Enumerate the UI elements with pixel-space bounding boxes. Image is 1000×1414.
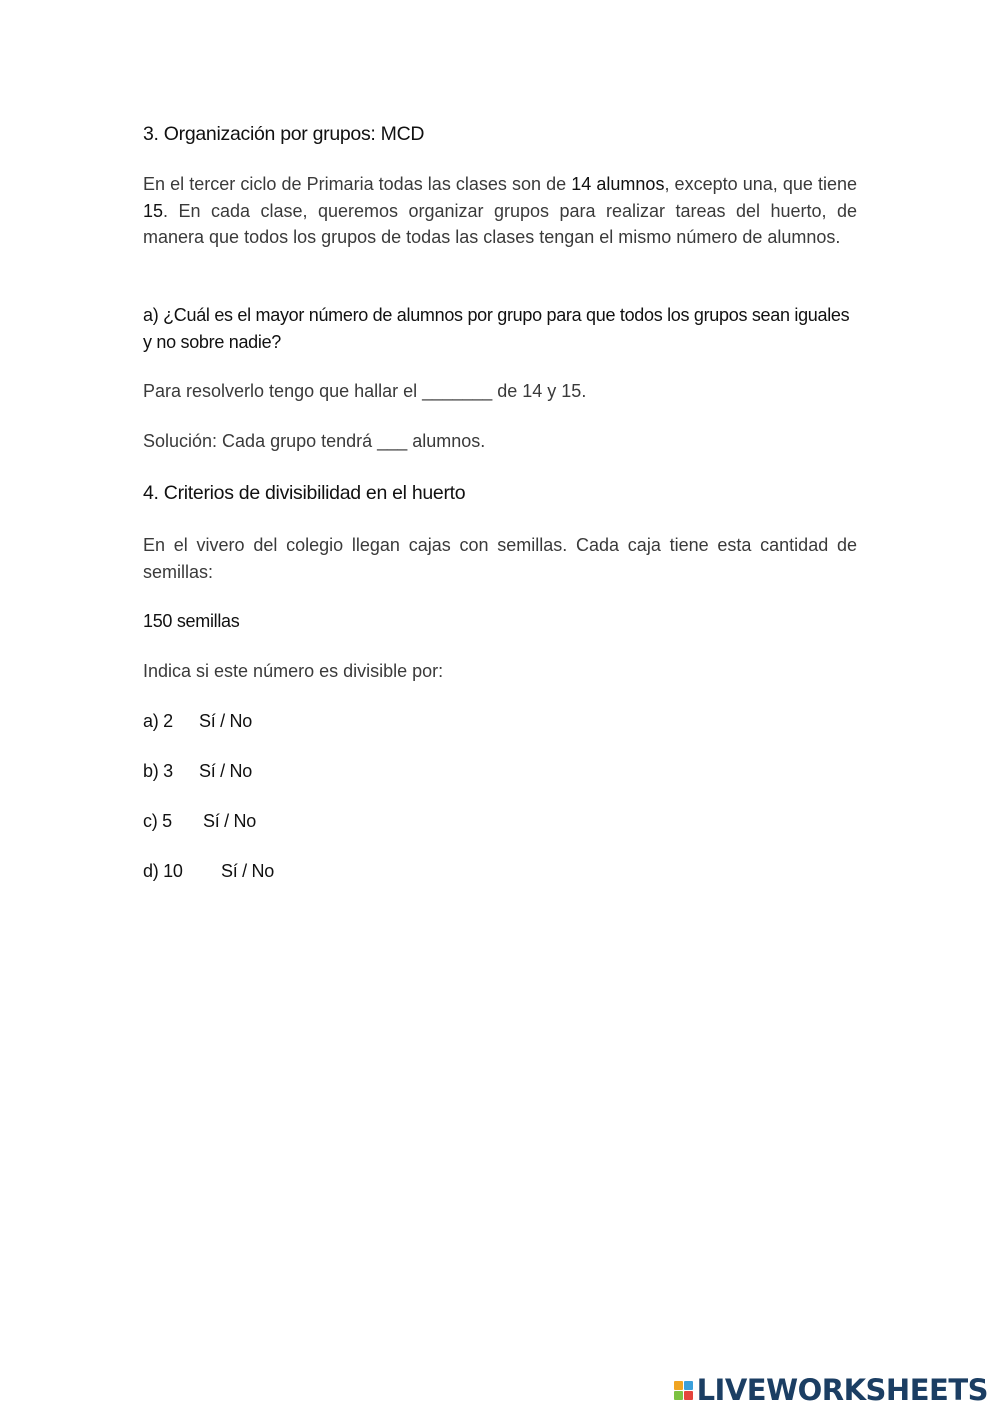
- intro-text-3: . En cada clase, queremos organizar grupos para realizar tareas del huerto, de manera que todos los grupos de todas las clases tengan el mismo número de alumnos.: [143, 200, 857, 247]
- yes-no-choice[interactable]: Sí / No: [221, 861, 274, 881]
- section-3-intro: [143, 171, 857, 251]
- yes-no-choice[interactable]: Sí / No: [203, 811, 256, 831]
- intro-highlight-students: 14 alumnos: [571, 174, 665, 194]
- intro-text-1: En el tercer ciclo de Primaria todas las clases son de: [143, 174, 572, 194]
- students-per-group-blank[interactable]: ___: [377, 431, 408, 451]
- intro-text-2: , excepto una, que tiene: [664, 174, 857, 194]
- section-4-intro: En el vivero del colegio llegan cajas con semillas. Cada caja tiene esta cantidad de semillas:: [143, 535, 857, 582]
- logo-tile: [684, 1381, 693, 1390]
- logo-tile: [674, 1391, 683, 1400]
- resolve-sentence: [143, 378, 857, 405]
- divisibility-item: [143, 708, 857, 735]
- logo-tiles-icon: [674, 1381, 693, 1400]
- seed-quantity: 150 semillas: [143, 611, 240, 631]
- divisibility-prompt: Indica si este número es divisible por:: [143, 661, 444, 681]
- section-4-title: 4. Criterios de divisibilidad en el huerto: [143, 482, 466, 504]
- yes-no-choice[interactable]: Sí / No: [199, 711, 252, 731]
- solution-sentence: [143, 428, 857, 455]
- logo-wordmark: LIVEWORKSHEETS: [696, 1373, 988, 1407]
- resolve-text-before: Para resolverlo tengo que hallar el: [143, 381, 423, 401]
- intro-highlight-fifteen: 15: [143, 200, 164, 221]
- mcd-blank[interactable]: _______: [422, 381, 493, 401]
- liveworksheets-logo: [674, 1372, 988, 1408]
- divisibility-item: [143, 808, 857, 835]
- item-label: d) 10: [143, 861, 183, 881]
- section-3-title: 3. Organización por grupos: MCD: [143, 123, 425, 145]
- divisibility-item: [143, 758, 857, 785]
- divisibility-item: [143, 858, 857, 885]
- solution-text-before: Solución: Cada grupo tendrá: [143, 431, 378, 451]
- item-label: c) 5: [143, 811, 172, 831]
- logo-tile: [674, 1381, 683, 1390]
- yes-no-choice[interactable]: Sí / No: [199, 761, 252, 781]
- solution-text-after: alumnos.: [407, 431, 486, 451]
- item-label: a) 2: [143, 711, 173, 731]
- item-label: b) 3: [143, 761, 173, 781]
- resolve-text-after: de 14 y 15.: [492, 381, 587, 401]
- logo-tile: [684, 1391, 693, 1400]
- question-a: a) ¿Cuál es el mayor número de alumnos por grupo para que todos los grupos sean iguales y no sobre nadie?: [143, 305, 850, 352]
